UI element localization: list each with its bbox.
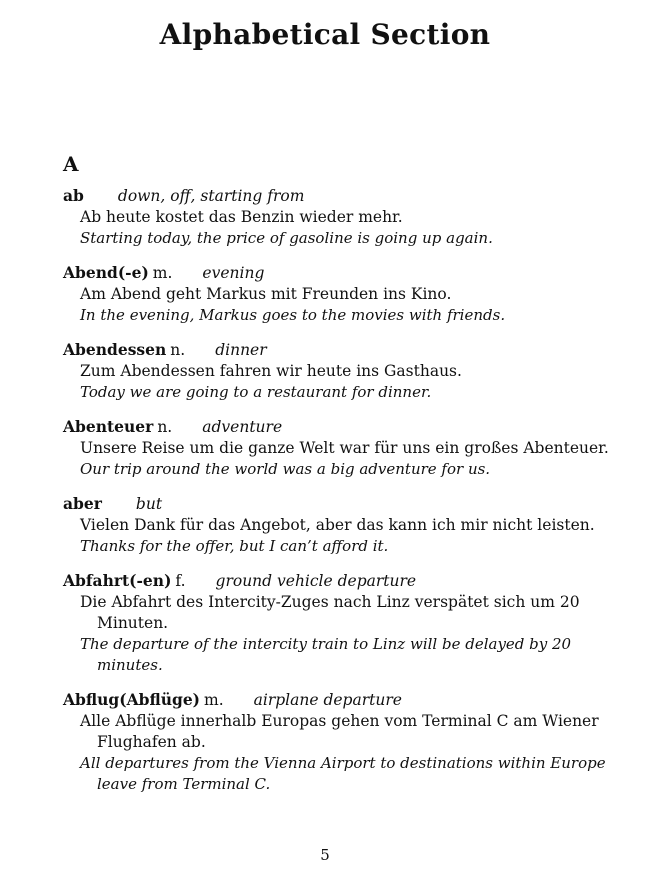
example-english: The departure of the intercity train to Linz will be delayed by 20 minutes.	[80, 635, 572, 674]
example-german: Vielen Dank für das Angebot, aber das kann ich mir nicht leisten.	[80, 516, 595, 534]
example-german: Unsere Reise um die ganze Welt war für uns ein großes Abenteuer.	[80, 439, 609, 457]
entry-headline	[63, 493, 623, 515]
grammar-label: m.	[204, 691, 224, 709]
dictionary-entry	[63, 416, 623, 480]
headword: Abendessen	[63, 340, 167, 359]
dictionary-entries	[63, 185, 623, 795]
entry-headline	[63, 416, 623, 438]
headword: Abend(-e)	[63, 263, 149, 282]
grammar-label: m.	[152, 264, 173, 282]
gloss: airplane departure	[253, 691, 402, 709]
headword: aber	[63, 494, 102, 513]
example-english: In the evening, Markus goes to the movies with friends.	[80, 306, 506, 324]
entry-headline	[63, 262, 623, 284]
grammar-label: n.	[157, 418, 173, 436]
dictionary-entry	[63, 570, 623, 676]
example-english: All departures from the Vienna Airport to destinations within Europe leave from Terminal C.	[80, 754, 606, 793]
example-english: Thanks for the offer, but I can’t afford it.	[80, 537, 389, 555]
entry-headline	[63, 689, 623, 711]
headword: Abenteuer	[63, 417, 154, 436]
entry-headline	[63, 185, 623, 207]
headword: ab	[63, 186, 84, 205]
entry-headline	[63, 339, 623, 361]
example-german: Alle Abflüge innerhalb Europas gehen vom Terminal C am Wiener Flughafen ab.	[80, 712, 599, 751]
example-english: Today we are going to a restaurant for dinner.	[80, 383, 432, 401]
section-letter: A	[63, 152, 79, 176]
grammar-label: f.	[175, 572, 186, 590]
example-english: Starting today, the price of gasoline is going up again.	[80, 229, 493, 247]
dictionary-entry	[63, 493, 623, 557]
gloss: ground vehicle departure	[215, 572, 417, 590]
dictionary-entry	[63, 339, 623, 403]
gloss: but	[135, 495, 163, 513]
headword: Abfahrt(-en)	[63, 571, 172, 590]
grammar-label: n.	[170, 341, 186, 359]
dictionary-entry	[63, 689, 623, 795]
example-german: Am Abend geht Markus mit Freunden ins Kino.	[80, 285, 452, 303]
example-german: Ab heute kostet das Benzin wieder mehr.	[80, 208, 403, 226]
page-number: 5	[320, 846, 330, 864]
page-title: Alphabetical Section	[159, 18, 491, 51]
example-german: Die Abfahrt des Intercity-Zuges nach Linz verspätet sich um 20 Minuten.	[80, 593, 580, 632]
gloss: down, off, starting from	[117, 187, 305, 205]
gloss: dinner	[215, 341, 267, 359]
example-german: Zum Abendessen fahren wir heute ins Gasthaus.	[80, 362, 462, 380]
dictionary-entry	[63, 262, 623, 326]
dictionary-entry	[63, 185, 623, 249]
example-english: Our trip around the world was a big adventure for us.	[80, 460, 491, 478]
gloss: adventure	[202, 418, 283, 436]
gloss: evening	[202, 264, 265, 282]
headword: Abflug(Abflüge)	[63, 690, 201, 709]
entry-headline	[63, 570, 623, 592]
